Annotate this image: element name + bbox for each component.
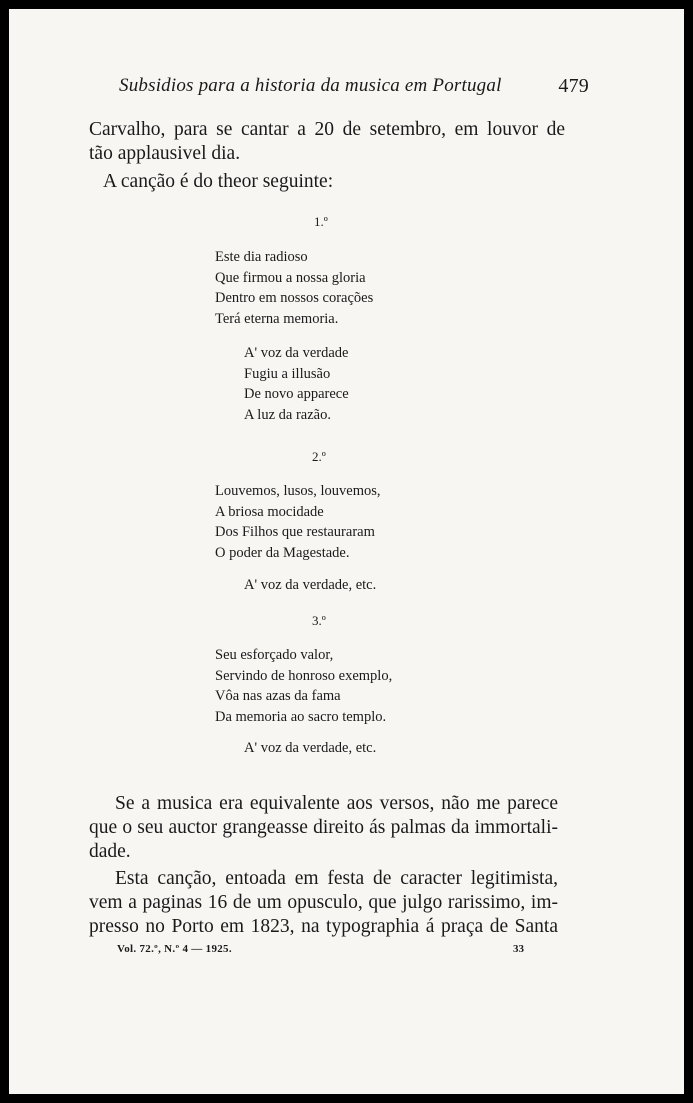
refrain-line: De novo apparece [244, 386, 349, 402]
verse-line: Servindo de honroso exemplo, [215, 667, 393, 684]
stanza-2 [215, 481, 381, 563]
running-title: Subsidios para a historia da musica em Portugal [119, 75, 502, 96]
verse-line: O poder da Magestade. [215, 544, 350, 561]
verse-line: Que firmou a nossa gloria [215, 269, 366, 286]
verse-line: Este dia radioso [215, 249, 308, 265]
verse-line: Vôa nas azas da fama [215, 688, 341, 704]
verse-line: Seu esforçado valor, [215, 647, 334, 663]
verse-line: Da memoria ao sacro templo. [215, 708, 387, 725]
refrain-2: A' voz da verdade, etc. [244, 577, 377, 593]
intro-line-2: tão applausivel dia. [89, 143, 241, 164]
closing-p1-line-1: Se a musica era equivalente aos versos, não me parece [115, 793, 558, 814]
stanza-1-ordinal: 1.º [314, 214, 328, 229]
book-page [9, 9, 684, 1094]
signature-mark: 33 [513, 943, 524, 955]
refrain-line: A' voz da verdade [244, 345, 349, 361]
stanza-1 [215, 247, 373, 329]
stanza-2-ordinal: 2.º [312, 449, 326, 464]
closing-p2-line-3: presso no Porto em 1823, na typographia á praça de Santa [89, 916, 558, 937]
page-number: 479 [558, 75, 589, 97]
refrain-3: A' voz da verdade, etc. [244, 740, 377, 756]
closing-p2-line-2: vem a paginas 16 de um opusculo, que julgo rarissimo, im- [89, 892, 558, 913]
intro-line-1: Carvalho, para se cantar a 20 de setembro, em louvor de [89, 119, 565, 140]
verse-line: Dentro em nossos corações [215, 290, 374, 306]
stanza-3-ordinal: 3.º [312, 613, 326, 628]
closing-p1-line-3: dade. [89, 841, 131, 862]
closing-p2-line-1: Esta canção, entoada em festa de caracter legitimista, [115, 868, 558, 889]
running-header [119, 75, 589, 97]
closing-p1-line-2: que o seu auctor grangeasse direito ás palmas da immortali- [89, 817, 558, 838]
refrain-1 [244, 343, 349, 425]
stanza-3 [215, 645, 392, 727]
volume-footer: Vol. 72.º, N.º 4 — 1925. [117, 943, 232, 955]
refrain-line: A luz da razão. [244, 406, 331, 423]
verse-line: Louvemos, lusos, louvemos, [215, 483, 381, 499]
refrain-line: Fugiu a illusão [244, 365, 331, 382]
intro-line-3: A canção é do theor seguinte: [103, 171, 334, 192]
verse-line: Terá eterna memoria. [215, 310, 339, 327]
verse-line: A briosa mocidade [215, 503, 324, 520]
verse-line: Dos Filhos que restauraram [215, 524, 375, 540]
